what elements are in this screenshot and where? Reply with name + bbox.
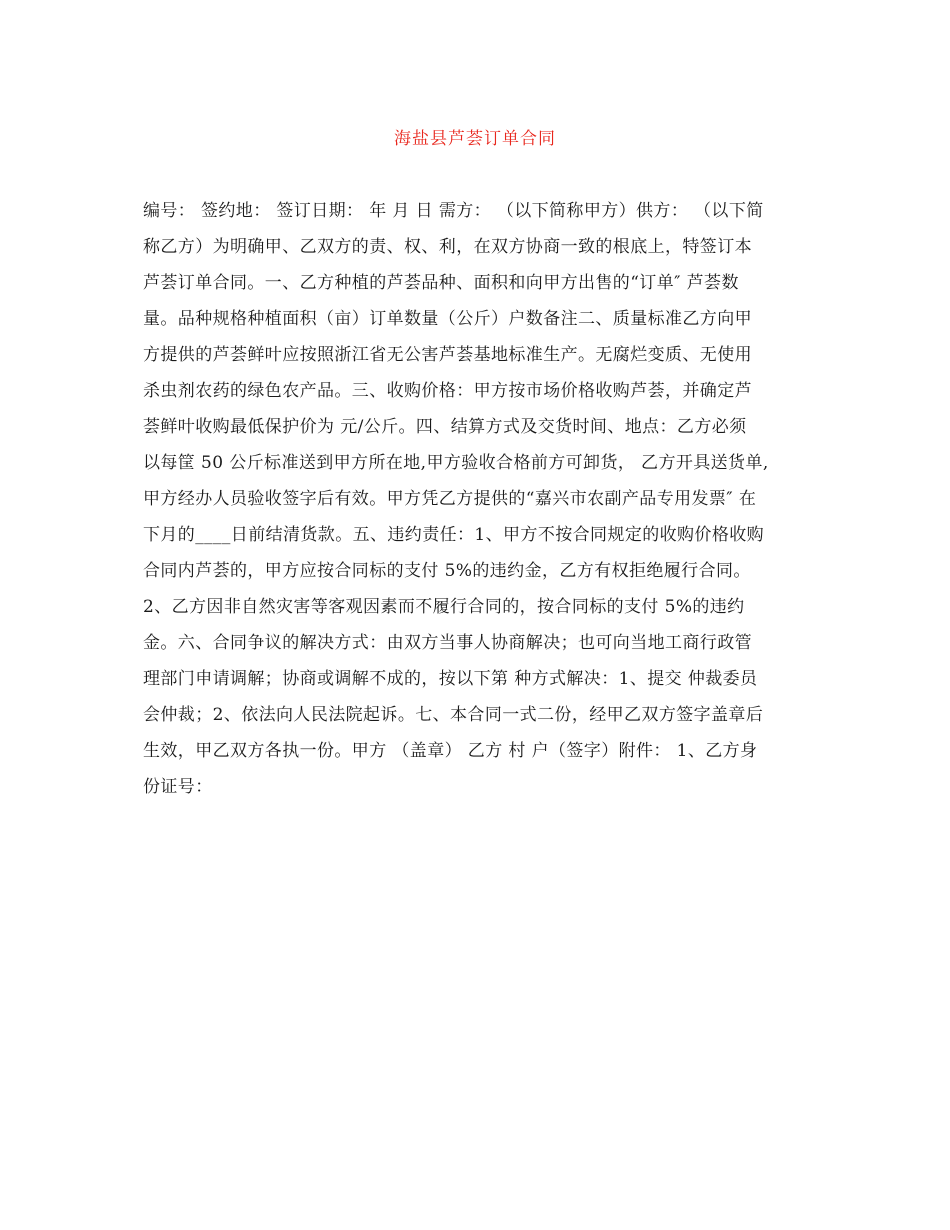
body-line: 编号： 签约地： 签订日期： 年 月 日 需方： （以下简称甲方）供方： （以下简 xyxy=(143,201,764,221)
body-line: 下月的____日前结清货款。五、违约责任：1、甲方不按合同规定的收购价格收购 xyxy=(143,525,765,545)
body-line: 合同内芦荟的，甲方应按合同标的支付 5%的违约金，乙方有权拒绝履行合同。 xyxy=(143,561,751,581)
body-line: 会仲裁；2、依法向人民法院起诉。七、本合同一式二份，经甲乙双方签字盖章后 xyxy=(143,705,764,725)
body-line: 以每筐 50 公斤标准送到甲方所在地,甲方验收合格前方可卸货， 乙方开具送货单, xyxy=(143,453,769,473)
body-line: 荟鲜叶收购最低保护价为 元/公斤。四、结算方式及交货时间、地点：乙方必须 xyxy=(143,417,747,437)
document-title: 海盐县芦荟订单合同 xyxy=(394,129,556,149)
body-line: 杀虫剂农药的绿色农产品。三、收购价格：甲方按市场价格收购芦荟，并确定芦 xyxy=(143,381,752,401)
body-line: 称乙方）为明确甲、乙双方的责、权、利，在双方协商一致的根底上，特签订本 xyxy=(143,237,752,257)
body-line: 甲方经办人员验收签字后有效。甲方凭乙方提供的“嘉兴市农副产品专用发票″ 在 xyxy=(143,489,757,509)
body-line: 金。六、合同争议的解决方式：由双方当事人协商解决；也可向当地工商行政管 xyxy=(143,633,752,653)
body-line: 量。品种规格种植面积（亩）订单数量（公斤）户数备注二、质量标准乙方向甲 xyxy=(143,309,752,329)
body-line: 份证号： xyxy=(143,777,213,797)
body-line: 生效，甲乙双方各执一份。甲方 （盖章） 乙方 村 户（签字）附件： 1、乙方身 xyxy=(143,741,758,761)
body-line: 芦荟订单合同。一、乙方种植的芦荟品种、面积和向甲方出售的“订单″ 芦荟数 xyxy=(143,273,739,293)
body-line: 方提供的芦荟鲜叶应按照浙江省无公害芦荟基地标准生产。无腐烂变质、无使用 xyxy=(143,345,752,365)
body-line: 理部门申请调解；协商或调解不成的，按以下第 种方式解决：1、提交 仲裁委员 xyxy=(143,669,758,689)
body-line: 2、乙方因非自然灾害等客观因素而不履行合同的，按合同标的支付 5%的违约 xyxy=(143,597,745,617)
